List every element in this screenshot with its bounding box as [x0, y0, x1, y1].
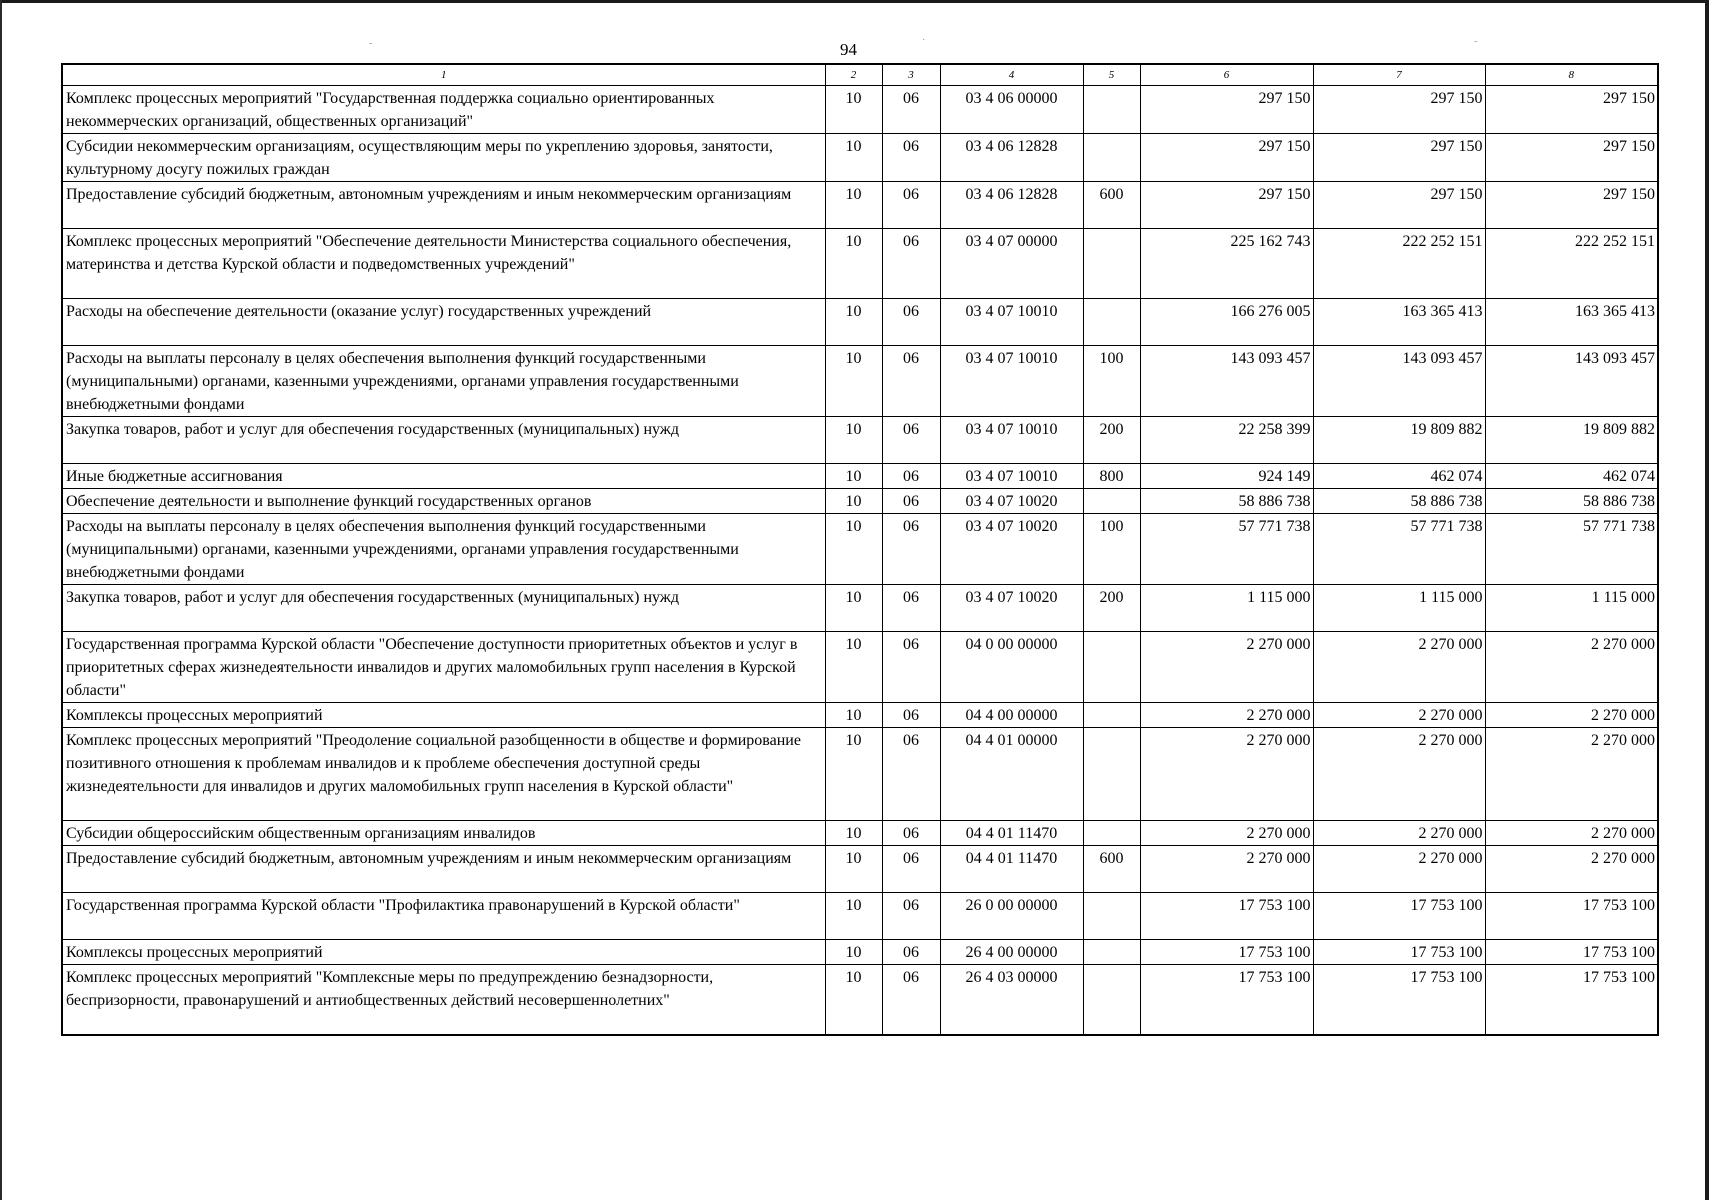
row-expense-type	[1083, 703, 1140, 728]
row-target-article: 04 4 01 00000	[940, 728, 1083, 821]
row-expense-type: 800	[1083, 464, 1140, 489]
row-name: Иные бюджетные ассигнования	[62, 464, 825, 489]
row-subsection: 06	[882, 86, 940, 134]
row-name: Комплексы процессных мероприятий	[62, 940, 825, 965]
scan-speck: -	[1474, 36, 1478, 47]
row-section: 10	[825, 846, 882, 893]
row-name: Субсидии некоммерческим организациям, осуществляющим меры по укреплению здоровья, занятости, культурному досугу пожилых граждан	[62, 134, 825, 182]
row-name: Расходы на выплаты персоналу в целях обеспечения выполнения функций государственными (муниципальными) органами, казенными учреждениями, органами управления государственными внебюджетными фондами	[62, 514, 825, 585]
column-header: 7	[1313, 64, 1485, 86]
row-target-article: 04 4 01 11470	[940, 821, 1083, 846]
table-row	[62, 965, 1658, 1035]
row-subsection: 06	[882, 965, 940, 1035]
row-amount-col7: 17 753 100	[1313, 893, 1485, 940]
row-subsection: 06	[882, 299, 940, 346]
row-amount-col7: 2 270 000	[1313, 846, 1485, 893]
row-section: 10	[825, 299, 882, 346]
row-subsection: 06	[882, 464, 940, 489]
table-row	[62, 299, 1658, 346]
row-target-article: 03 4 06 12828	[940, 134, 1083, 182]
row-expense-type	[1083, 299, 1140, 346]
row-amount-col8: 2 270 000	[1485, 821, 1658, 846]
row-name: Государственная программа Курской области "Профилактика правонарушений в Курской области"	[62, 893, 825, 940]
row-name: Предоставление субсидий бюджетным, автономным учреждениям и иным некоммерческим организациям	[62, 182, 825, 229]
table-row	[62, 86, 1658, 134]
table-row	[62, 728, 1658, 821]
row-amount-col7: 2 270 000	[1313, 821, 1485, 846]
row-section: 10	[825, 464, 882, 489]
row-amount-col6: 297 150	[1140, 134, 1313, 182]
row-name: Комплексы процессных мероприятий	[62, 703, 825, 728]
row-amount-col8: 17 753 100	[1485, 893, 1658, 940]
row-target-article: 26 4 03 00000	[940, 965, 1083, 1035]
row-expense-type	[1083, 821, 1140, 846]
column-header: 4	[940, 64, 1083, 86]
row-amount-col8: 2 270 000	[1485, 846, 1658, 893]
row-name: Расходы на выплаты персоналу в целях обеспечения выполнения функций государственными (муниципальными) органами, казенными учреждениями, органами управления государственными внебюджетными фондами	[62, 346, 825, 417]
row-target-article: 26 0 00 00000	[940, 893, 1083, 940]
row-amount-col6: 924 149	[1140, 464, 1313, 489]
budget-table	[61, 63, 1659, 1036]
table-row	[62, 846, 1658, 893]
row-expense-type	[1083, 893, 1140, 940]
row-amount-col8: 17 753 100	[1485, 965, 1658, 1035]
row-target-article: 03 4 07 10010	[940, 346, 1083, 417]
row-name: Предоставление субсидий бюджетным, автономным учреждениям и иным некоммерческим организациям	[62, 846, 825, 893]
table-row	[62, 229, 1658, 299]
row-amount-col6: 2 270 000	[1140, 846, 1313, 893]
row-name: Комплекс процессных мероприятий "Государственная поддержка социально ориентированных некоммерческих организаций, общественных организаций"	[62, 86, 825, 134]
row-section: 10	[825, 134, 882, 182]
row-subsection: 06	[882, 514, 940, 585]
table-row	[62, 585, 1658, 632]
row-amount-col6: 166 276 005	[1140, 299, 1313, 346]
row-amount-col7: 58 886 738	[1313, 489, 1485, 514]
row-amount-col8: 222 252 151	[1485, 229, 1658, 299]
table-row	[62, 182, 1658, 229]
table-row	[62, 417, 1658, 464]
page-number: 94	[840, 40, 857, 59]
row-subsection: 06	[882, 821, 940, 846]
row-subsection: 06	[882, 489, 940, 514]
row-expense-type: 600	[1083, 182, 1140, 229]
column-header: 5	[1083, 64, 1140, 86]
row-subsection: 06	[882, 893, 940, 940]
row-subsection: 06	[882, 585, 940, 632]
row-amount-col7: 163 365 413	[1313, 299, 1485, 346]
row-target-article: 03 4 07 10020	[940, 514, 1083, 585]
row-amount-col8: 2 270 000	[1485, 632, 1658, 703]
row-target-article: 26 4 00 00000	[940, 940, 1083, 965]
row-expense-type: 200	[1083, 585, 1140, 632]
row-subsection: 06	[882, 229, 940, 299]
row-section: 10	[825, 489, 882, 514]
row-target-article: 03 4 07 10010	[940, 299, 1083, 346]
row-expense-type	[1083, 489, 1140, 514]
row-subsection: 06	[882, 346, 940, 417]
row-amount-col8: 17 753 100	[1485, 940, 1658, 965]
column-header: 6	[1140, 64, 1313, 86]
row-section: 10	[825, 632, 882, 703]
row-amount-col6: 57 771 738	[1140, 514, 1313, 585]
row-subsection: 06	[882, 182, 940, 229]
row-amount-col8: 297 150	[1485, 86, 1658, 134]
row-subsection: 06	[882, 728, 940, 821]
row-amount-col8: 2 270 000	[1485, 728, 1658, 821]
table-row	[62, 134, 1658, 182]
row-amount-col6: 143 093 457	[1140, 346, 1313, 417]
row-section: 10	[825, 965, 882, 1035]
row-amount-col7: 297 150	[1313, 86, 1485, 134]
row-name: Расходы на обеспечение деятельности (оказание услуг) государственных учреждений	[62, 299, 825, 346]
row-section: 10	[825, 728, 882, 821]
row-amount-col6: 297 150	[1140, 86, 1313, 134]
row-expense-type	[1083, 940, 1140, 965]
row-target-article: 03 4 07 10010	[940, 417, 1083, 464]
row-expense-type: 100	[1083, 514, 1140, 585]
row-amount-col7: 462 074	[1313, 464, 1485, 489]
table-header-row	[62, 64, 1658, 86]
row-target-article: 03 4 07 10020	[940, 585, 1083, 632]
row-amount-col8: 19 809 882	[1485, 417, 1658, 464]
scan-edge-top	[0, 0, 1709, 3]
row-amount-col7: 17 753 100	[1313, 965, 1485, 1035]
row-amount-col8: 143 093 457	[1485, 346, 1658, 417]
row-amount-col8: 1 115 000	[1485, 585, 1658, 632]
row-section: 10	[825, 346, 882, 417]
row-expense-type	[1083, 728, 1140, 821]
table-row	[62, 703, 1658, 728]
row-amount-col7: 2 270 000	[1313, 703, 1485, 728]
scan-edge-right	[1705, 0, 1709, 1200]
table-row	[62, 893, 1658, 940]
row-amount-col6: 17 753 100	[1140, 893, 1313, 940]
row-amount-col6: 2 270 000	[1140, 728, 1313, 821]
row-section: 10	[825, 514, 882, 585]
row-amount-col6: 58 886 738	[1140, 489, 1313, 514]
row-target-article: 04 0 00 00000	[940, 632, 1083, 703]
row-section: 10	[825, 703, 882, 728]
row-amount-col7: 19 809 882	[1313, 417, 1485, 464]
table-row	[62, 514, 1658, 585]
row-subsection: 06	[882, 703, 940, 728]
row-section: 10	[825, 229, 882, 299]
table-row	[62, 632, 1658, 703]
row-section: 10	[825, 417, 882, 464]
row-amount-col6: 2 270 000	[1140, 703, 1313, 728]
row-expense-type: 100	[1083, 346, 1140, 417]
scan-speck: ·	[922, 35, 926, 46]
row-amount-col8: 57 771 738	[1485, 514, 1658, 585]
row-amount-col7: 1 115 000	[1313, 585, 1485, 632]
row-amount-col8: 297 150	[1485, 134, 1658, 182]
row-amount-col7: 222 252 151	[1313, 229, 1485, 299]
row-amount-col7: 143 093 457	[1313, 346, 1485, 417]
column-header: 8	[1485, 64, 1658, 86]
scan-edge-left	[0, 0, 2, 1200]
row-expense-type: 200	[1083, 417, 1140, 464]
row-amount-col8: 2 270 000	[1485, 703, 1658, 728]
row-target-article: 03 4 07 10020	[940, 489, 1083, 514]
row-amount-col6: 17 753 100	[1140, 965, 1313, 1035]
row-name: Субсидии общероссийским общественным организациям инвалидов	[62, 821, 825, 846]
row-name: Государственная программа Курской области "Обеспечение доступности приоритетных объектов и услуг в приоритетных сферах жизнедеятельности инвалидов и других маломобильных групп населения в Курской области"	[62, 632, 825, 703]
row-expense-type: 600	[1083, 846, 1140, 893]
table-row	[62, 940, 1658, 965]
row-name: Комплекс процессных мероприятий "Преодоление социальной разобщенности в обществе и формирование позитивного отношения к проблемам инвалидов и к проблеме обеспечения доступной среды жизнедеятельности для инвалидов и других маломобильных групп населения в Курской области"	[62, 728, 825, 821]
row-target-article: 04 4 01 11470	[940, 846, 1083, 893]
row-amount-col6: 297 150	[1140, 182, 1313, 229]
row-section: 10	[825, 182, 882, 229]
row-name: Комплекс процессных мероприятий "Обеспечение деятельности Министерства социального обеспечения, материнства и детства Курской области и подведомственных учреждений"	[62, 229, 825, 299]
row-section: 10	[825, 86, 882, 134]
row-amount-col7: 17 753 100	[1313, 940, 1485, 965]
row-amount-col7: 297 150	[1313, 182, 1485, 229]
row-amount-col6: 225 162 743	[1140, 229, 1313, 299]
row-name: Закупка товаров, работ и услуг для обеспечения государственных (муниципальных) нужд	[62, 585, 825, 632]
row-subsection: 06	[882, 846, 940, 893]
row-subsection: 06	[882, 940, 940, 965]
row-subsection: 06	[882, 134, 940, 182]
row-target-article: 03 4 06 12828	[940, 182, 1083, 229]
row-amount-col7: 57 771 738	[1313, 514, 1485, 585]
row-amount-col6: 2 270 000	[1140, 821, 1313, 846]
row-expense-type	[1083, 229, 1140, 299]
row-name: Закупка товаров, работ и услуг для обеспечения государственных (муниципальных) нужд	[62, 417, 825, 464]
column-header: 2	[825, 64, 882, 86]
row-expense-type	[1083, 134, 1140, 182]
row-target-article: 04 4 00 00000	[940, 703, 1083, 728]
row-amount-col7: 297 150	[1313, 134, 1485, 182]
row-amount-col8: 58 886 738	[1485, 489, 1658, 514]
row-section: 10	[825, 821, 882, 846]
row-name: Комплекс процессных мероприятий "Комплексные меры по предупреждению безнадзорности, беспризорности, правонарушений и антиобщественных действий несовершеннолетних"	[62, 965, 825, 1035]
row-expense-type	[1083, 86, 1140, 134]
row-target-article: 03 4 07 00000	[940, 229, 1083, 299]
row-target-article: 03 4 06 00000	[940, 86, 1083, 134]
table-row	[62, 489, 1658, 514]
table-row	[62, 821, 1658, 846]
row-amount-col7: 2 270 000	[1313, 632, 1485, 703]
column-header: 3	[882, 64, 940, 86]
row-section: 10	[825, 940, 882, 965]
row-target-article: 03 4 07 10010	[940, 464, 1083, 489]
row-name: Обеспечение деятельности и выполнение функций государственных органов	[62, 489, 825, 514]
row-amount-col8: 297 150	[1485, 182, 1658, 229]
row-amount-col6: 22 258 399	[1140, 417, 1313, 464]
column-header: 1	[62, 64, 825, 86]
row-amount-col7: 2 270 000	[1313, 728, 1485, 821]
row-expense-type	[1083, 965, 1140, 1035]
row-amount-col8: 163 365 413	[1485, 299, 1658, 346]
row-section: 10	[825, 585, 882, 632]
row-expense-type	[1083, 632, 1140, 703]
table-row	[62, 464, 1658, 489]
row-subsection: 06	[882, 632, 940, 703]
row-amount-col6: 1 115 000	[1140, 585, 1313, 632]
row-amount-col6: 2 270 000	[1140, 632, 1313, 703]
row-subsection: 06	[882, 417, 940, 464]
row-amount-col6: 17 753 100	[1140, 940, 1313, 965]
row-amount-col8: 462 074	[1485, 464, 1658, 489]
table-row	[62, 346, 1658, 417]
row-section: 10	[825, 893, 882, 940]
scan-speck: -	[369, 38, 373, 49]
